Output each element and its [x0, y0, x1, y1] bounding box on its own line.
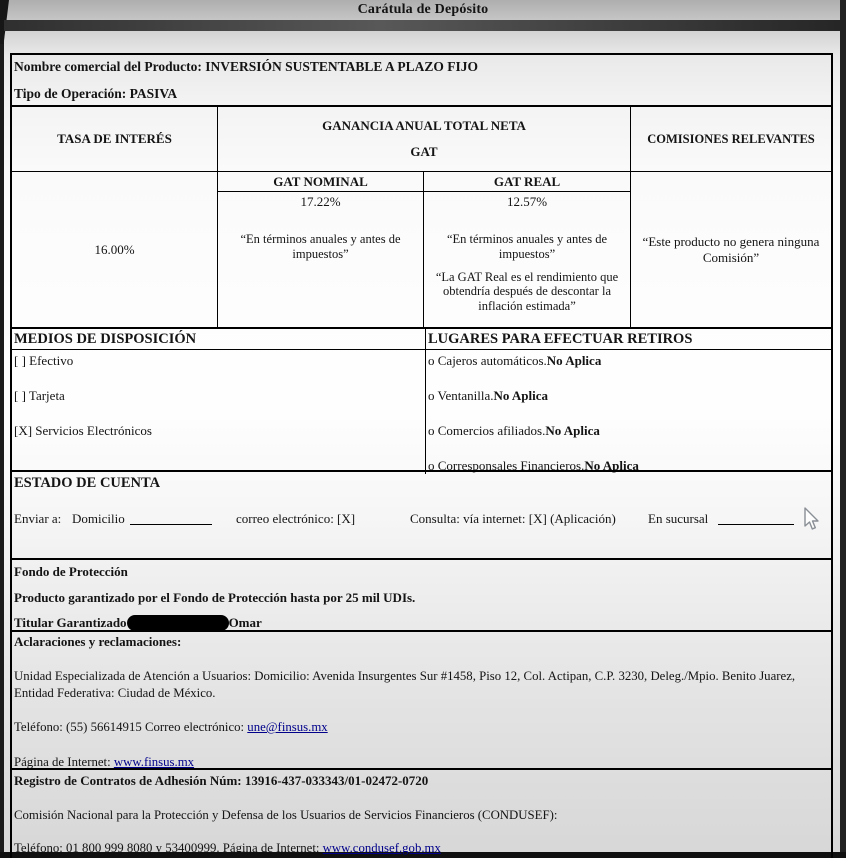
operation-type-line: Tipo de Operación: PASIVA	[14, 86, 178, 101]
retiro-label: o Corresponsales Financieros.	[428, 458, 585, 473]
fondo-guarantee-text: Producto garantizado por el Fondo de Protección hasta por 25 mil UDIs.	[14, 590, 416, 605]
retiro-value: No Aplica	[546, 353, 602, 368]
medios-retiros-section	[12, 327, 831, 473]
gat-real-note2: “La GAT Real es el rendimiento que obtendría después de descontar la inflación estimada”	[435, 269, 619, 313]
estado-cuenta-section	[12, 470, 831, 558]
ganancia-header-line1: GANANCIA ANUAL TOTAL NETA	[322, 118, 526, 133]
consulta-checkbox-label: Consulta: vía internet: [X] (Aplicación)	[410, 511, 616, 526]
ganancia-header-line2: GAT	[410, 144, 438, 159]
retiro-label: o Cajeros automáticos.	[428, 353, 547, 368]
aclaraciones-header: Aclaraciones y reclamaciones:	[14, 634, 182, 649]
condusef-phone-line	[14, 841, 441, 856]
condusef-phone-label: Teléfono: 01 800 999 8080 y 53400999. Página de Internet:	[14, 841, 323, 855]
medio-item-efectivo: [ ] Efectivo	[14, 353, 74, 368]
aclaraciones-section	[12, 630, 831, 768]
gat-nominal-header: GAT NOMINAL	[217, 172, 423, 192]
retiro-value: No Aplica	[493, 388, 549, 403]
domicilio-label: Domicilio	[72, 511, 125, 526]
mouse-cursor-icon	[802, 506, 820, 532]
retiro-item-comercios	[428, 423, 831, 439]
registro-contratos-header: Registro de Contratos de Adhesión Núm: 13916-437-033343/01-02472-0720	[14, 773, 429, 788]
comisiones-value: “Este producto no genera ninguna Comisión”	[630, 172, 831, 327]
gat-real-cell	[423, 192, 630, 327]
titular-label: Titular Garantizado	[14, 615, 127, 630]
sucursal-blank-line	[718, 511, 794, 525]
medio-item-tarjeta: [ ] Tarjeta	[14, 388, 65, 403]
une-website-label: Página de Internet:	[14, 755, 114, 769]
domicilio-blank-line	[130, 511, 212, 525]
product-header-section	[12, 55, 831, 105]
titular-garantizado-line	[14, 615, 262, 631]
estado-cuenta-line	[12, 511, 831, 529]
retiro-item-ventanilla	[428, 388, 831, 404]
gat-nominal-note: “En términos anuales y antes de impuestos”	[240, 232, 401, 261]
une-address-paragraph: Unidad Especializada de Atención a Usuarios: Domicilio: Avenida Insurgentes Sur #1458, Piso 12, Col. Actipan, C.P. 3230, Deleg./Mpio. Benito Juarez, Entidad Federativa: Ciudad de México.	[14, 669, 796, 701]
retiro-value: No Aplica	[584, 458, 639, 473]
condusef-line: Comisión Nacional para la Protección y Defensa de los Usuarios de Servicios Financieros (CONDUSEF):	[14, 808, 558, 822]
page-title: Carátula de Depósito	[357, 2, 489, 17]
titular-suffix: Omar	[228, 615, 262, 630]
frame-top-band	[4, 20, 840, 31]
ganancia-header	[217, 107, 630, 172]
une-phone-label: Teléfono: (55) 56614915 Correo electrónico:	[14, 720, 248, 734]
product-name-line: Nombre comercial del Producto: INVERSIÓN SUSTENTABLE A PLAZO FIJO	[14, 59, 479, 74]
retiro-item-cajeros	[428, 353, 831, 369]
comisiones-header: COMISIONES RELEVANTES	[630, 107, 831, 172]
frame-right-edge	[840, 0, 846, 858]
enviar-label: Enviar a:	[14, 511, 62, 526]
estado-cuenta-header: ESTADO DE CUENTA	[14, 475, 161, 491]
gat-real-note1: “En términos anuales y antes de impuestos”	[446, 232, 608, 261]
retiros-header: LUGARES PARA EFECTUAR RETIROS	[425, 329, 831, 350]
retiro-label: o Ventanilla.	[428, 388, 494, 403]
correo-checkbox-label: correo electrónico: [X]	[236, 511, 356, 526]
registro-section	[12, 768, 831, 858]
medios-list	[12, 350, 425, 474]
retiros-list	[425, 350, 831, 474]
medios-header: MEDIOS DE DISPOSICIÓN	[12, 329, 425, 350]
frame-left-edge	[0, 0, 4, 858]
medio-item-servicios-electronicos: [X] Servicios Electrónicos	[14, 423, 152, 438]
gat-real-value: 12.57%	[506, 194, 548, 209]
tasa-interes-header: TASA DE INTERÉS	[12, 107, 217, 172]
une-email-link[interactable]: une@finsus.mx	[247, 720, 328, 734]
tasa-interes-value: 16.00%	[94, 241, 135, 257]
rate-table	[12, 105, 831, 327]
fondo-proteccion-header: Fondo de Protección	[14, 564, 128, 579]
gat-real-header: GAT REAL	[423, 172, 630, 192]
retiro-label: o Comercios afiliados.	[428, 423, 546, 438]
gat-nominal-value: 17.22%	[300, 194, 341, 209]
fondo-proteccion-section	[12, 558, 831, 630]
une-phone-line	[14, 720, 328, 735]
deposit-cover-sheet	[10, 53, 833, 858]
retiro-value: No Aplica	[545, 423, 600, 438]
condusef-website-link[interactable]: www.condusef.gob.mx	[322, 841, 441, 855]
sucursal-label: En sucursal	[648, 511, 709, 526]
gat-nominal-cell	[217, 192, 423, 327]
finsus-website-link[interactable]: www.finsus.mx	[113, 755, 195, 769]
redacted-name-box	[127, 615, 229, 631]
